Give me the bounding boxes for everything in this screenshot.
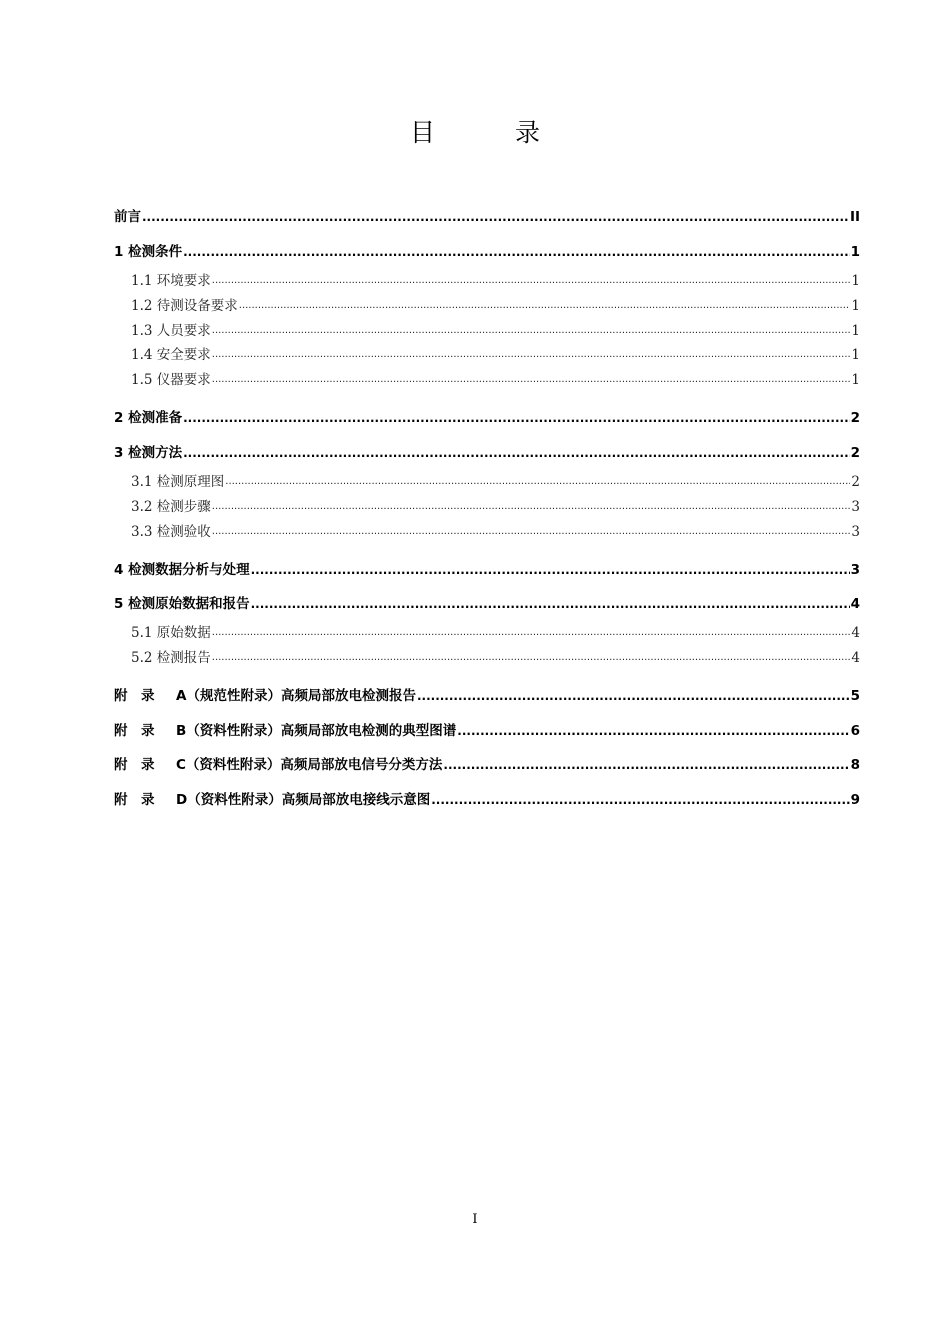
toc-entry-text: 1.3 人员要求 xyxy=(131,322,211,339)
page-title: 目 录 xyxy=(410,118,576,147)
toc-entry[interactable] xyxy=(114,401,860,436)
table-of-contents xyxy=(114,200,860,817)
toc-page-number: 4 xyxy=(851,650,860,667)
toc-entry-label xyxy=(131,343,211,368)
dot-leader xyxy=(212,520,851,545)
toc-entry-label xyxy=(131,368,211,393)
toc-entry-label xyxy=(114,439,182,467)
toc-entry-text: C（资料性附录）高频局部放电信号分类方法 xyxy=(176,757,443,774)
dot-leader xyxy=(183,404,850,432)
dot-leader xyxy=(251,556,850,584)
toc-page-number: 1 xyxy=(851,297,860,314)
dot-leader xyxy=(212,269,851,294)
appendix-prefix: 附 录 xyxy=(114,791,155,808)
toc-page-number: 1 xyxy=(851,322,860,339)
toc-subentry[interactable] xyxy=(114,319,860,344)
toc-entry-label xyxy=(131,319,211,344)
toc-subentry[interactable] xyxy=(114,646,860,671)
dot-leader xyxy=(225,470,850,495)
toc-entry-label xyxy=(114,404,182,432)
page-number: I xyxy=(472,1212,478,1227)
toc-spacer xyxy=(114,544,860,552)
toc-page-number: 2 xyxy=(850,410,860,427)
toc-subentry[interactable] xyxy=(114,368,860,393)
dot-leader xyxy=(251,590,850,618)
dot-leader xyxy=(212,646,851,671)
dot-leader xyxy=(212,495,851,520)
toc-subentry[interactable] xyxy=(114,470,860,495)
toc-entry[interactable] xyxy=(114,782,860,817)
toc-entry-label xyxy=(131,294,238,319)
toc-entry[interactable] xyxy=(114,587,860,622)
toc-entry-text: 1.2 待测设备要求 xyxy=(131,297,238,314)
dot-leader xyxy=(212,343,851,368)
toc-entry[interactable] xyxy=(114,713,860,748)
toc-entry-text: 1.1 环境要求 xyxy=(131,273,211,289)
dot-leader xyxy=(183,439,850,467)
toc-entry-label xyxy=(131,269,211,294)
dot-leader xyxy=(417,682,850,710)
toc-subentry[interactable] xyxy=(114,495,860,520)
toc-entry-label xyxy=(114,786,430,814)
toc-page-number: 1 xyxy=(851,273,860,289)
toc-entry-text: A（规范性附录）高频局部放电检测报告 xyxy=(176,688,416,705)
toc-page-number: 3 xyxy=(850,561,860,578)
toc-entry-text: 5.1 原始数据 xyxy=(131,625,211,642)
toc-entry-text: 3 检测方法 xyxy=(114,444,183,461)
toc-entry-text: 3.2 检测步骤 xyxy=(131,498,211,515)
dot-leader xyxy=(431,786,849,814)
dot-leader xyxy=(457,717,849,745)
toc-entry-text: 5 检测原始数据和报告 xyxy=(114,596,250,613)
toc-page-number: 2 xyxy=(851,473,860,490)
dot-leader xyxy=(212,319,851,344)
toc-page-number: 3 xyxy=(851,523,860,540)
dot-leader xyxy=(183,238,850,266)
toc-page-number: 5 xyxy=(850,688,860,705)
toc-page-number: 4 xyxy=(850,596,860,613)
toc-entry[interactable] xyxy=(114,552,860,587)
toc-subentry[interactable] xyxy=(114,294,860,319)
toc-page-number: 1 xyxy=(850,243,860,260)
toc-entry[interactable] xyxy=(114,435,860,470)
appendix-prefix: 附 录 xyxy=(114,722,155,739)
toc-spacer xyxy=(114,671,860,679)
toc-entry-text: D（资料性附录）高频局部放电接线示意图 xyxy=(176,791,431,808)
toc-entry-text: B（资料性附录）高频局部放电检测的典型图谱 xyxy=(176,722,457,739)
toc-entry-text: 1.4 安全要求 xyxy=(131,347,211,364)
toc-entry-text: 1 检测条件 xyxy=(114,243,183,260)
toc-entry-label xyxy=(114,717,456,745)
toc-entry-text: 3.1 检测原理图 xyxy=(131,473,225,490)
appendix-prefix: 附 录 xyxy=(114,688,155,705)
toc-subentry[interactable] xyxy=(114,269,860,294)
toc-page-number: II xyxy=(849,209,860,226)
toc-entry-label xyxy=(114,590,250,618)
toc-entry-label xyxy=(131,520,211,545)
toc-entry-label xyxy=(114,203,141,231)
toc-entry-label xyxy=(131,621,211,646)
toc-page-number: 2 xyxy=(850,444,860,461)
toc-page-number: 3 xyxy=(851,498,860,515)
toc-entry-text: 2 检测准备 xyxy=(114,410,183,427)
toc-entry-text: 3.3 检测验收 xyxy=(131,523,211,540)
toc-entry-label xyxy=(131,646,211,671)
toc-subentry[interactable] xyxy=(114,621,860,646)
toc-spacer xyxy=(114,393,860,401)
dot-leader xyxy=(142,203,849,231)
toc-page-number: 4 xyxy=(851,625,860,642)
dot-leader xyxy=(212,368,851,393)
toc-entry-label xyxy=(114,751,442,779)
toc-entry-label xyxy=(114,682,416,710)
toc-page-number: 6 xyxy=(850,722,860,739)
dot-leader xyxy=(239,294,851,319)
dot-leader xyxy=(212,621,851,646)
toc-entry-text: 4 检测数据分析与处理 xyxy=(114,561,250,578)
toc-entry-text: 前言 xyxy=(114,209,141,226)
toc-page-number: 1 xyxy=(851,347,860,364)
toc-subentry[interactable] xyxy=(114,520,860,545)
toc-entry[interactable] xyxy=(114,748,860,783)
toc-page-number: 9 xyxy=(850,791,860,808)
toc-entry-label xyxy=(131,495,211,520)
toc-page-number: 8 xyxy=(850,757,860,774)
dot-leader xyxy=(443,751,849,779)
toc-entry[interactable] xyxy=(114,235,860,270)
toc-entry-label xyxy=(114,238,182,266)
toc-entry-text: 1.5 仪器要求 xyxy=(131,372,211,389)
toc-entry-label xyxy=(114,556,250,584)
toc-page-number: 1 xyxy=(851,372,860,389)
toc-subentry[interactable] xyxy=(114,343,860,368)
toc-entry[interactable] xyxy=(114,200,860,235)
toc-entry-label xyxy=(131,470,224,495)
toc-entry-text: 5.2 检测报告 xyxy=(131,650,211,667)
appendix-prefix: 附 录 xyxy=(114,757,155,774)
toc-entry[interactable] xyxy=(114,679,860,714)
